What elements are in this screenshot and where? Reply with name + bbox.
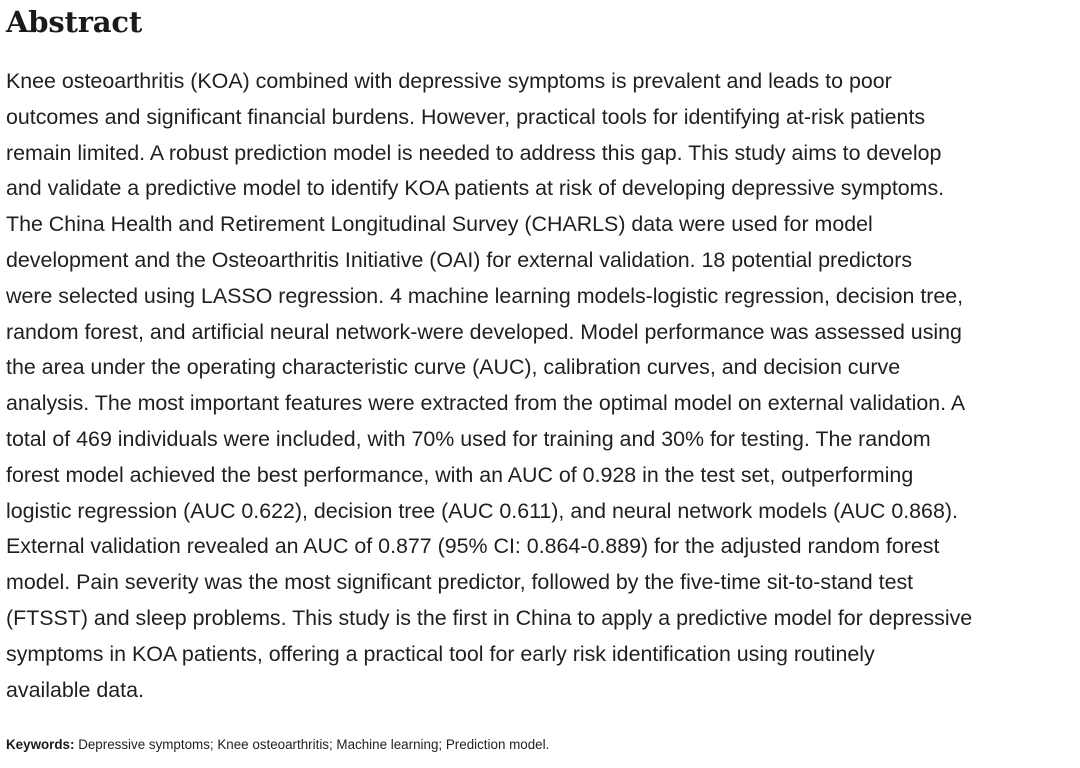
abstract-line: total of 469 individuals were included, with 70% used for training and 30% for testing. The random (6, 426, 931, 451)
abstract-line: The China Health and Retirement Longitudinal Survey (CHARLS) data were used for model (6, 212, 873, 237)
abstract-line: outcomes and significant financial burdens. However, practical tools for identifying at-risk patients (6, 104, 926, 129)
abstract-line: model. Pain severity was the most significant predictor, followed by the five-time sit-to-stand test (6, 570, 914, 595)
abstract-line: forest model achieved the best performance, with an AUC of 0.928 in the test set, outperforming (6, 462, 914, 487)
abstract-line: and validate a predictive model to identify KOA patients at risk of developing depressive symptoms. (6, 176, 945, 201)
keywords-line (6, 727, 1080, 763)
abstract-line: symptoms in KOA patients, offering a practical tool for early risk identification using routinely (6, 641, 875, 666)
keywords-label: Keywords: (6, 737, 75, 753)
abstract-line: available data. (6, 677, 144, 702)
abstract-line: the area under the operating characteristic curve (AUC), calibration curves, and decision curve (6, 355, 901, 380)
keywords-text: Depressive symptoms; Knee osteoarthritis; Machine learning; Prediction model. (74, 737, 550, 753)
abstract-line: analysis. The most important features were extracted from the optimal model on external validation. A (6, 391, 966, 416)
abstract-line: remain limited. A robust prediction model is needed to address this gap. This study aims to develop (6, 140, 942, 165)
abstract-line: random forest, and artificial neural network-were developed. Model performance was assessed using (6, 319, 962, 344)
abstract-line: External validation revealed an AUC of 0.877 (95% CI: 0.864-0.889) for the adjusted random forest (6, 534, 940, 559)
abstract-body (6, 64, 1078, 708)
abstract-line: Knee osteoarthritis (KOA) combined with depressive symptoms is prevalent and leads to poor (6, 69, 892, 93)
abstract-line: development and the Osteoarthritis Initiative (OAI) for external validation. 18 potential predictors (6, 247, 913, 272)
abstract-line: logistic regression (AUC 0.622), decision tree (AUC 0.611), and neural network models (AUC 0.868). (6, 498, 958, 523)
section-heading: Abstract (6, 5, 143, 39)
abstract-line: were selected using LASSO regression. 4 machine learning models-logistic regression, decision tree, (6, 283, 964, 308)
abstract-line: (FTSST) and sleep problems. This study is the first in China to apply a predictive model for depressive (6, 605, 973, 630)
